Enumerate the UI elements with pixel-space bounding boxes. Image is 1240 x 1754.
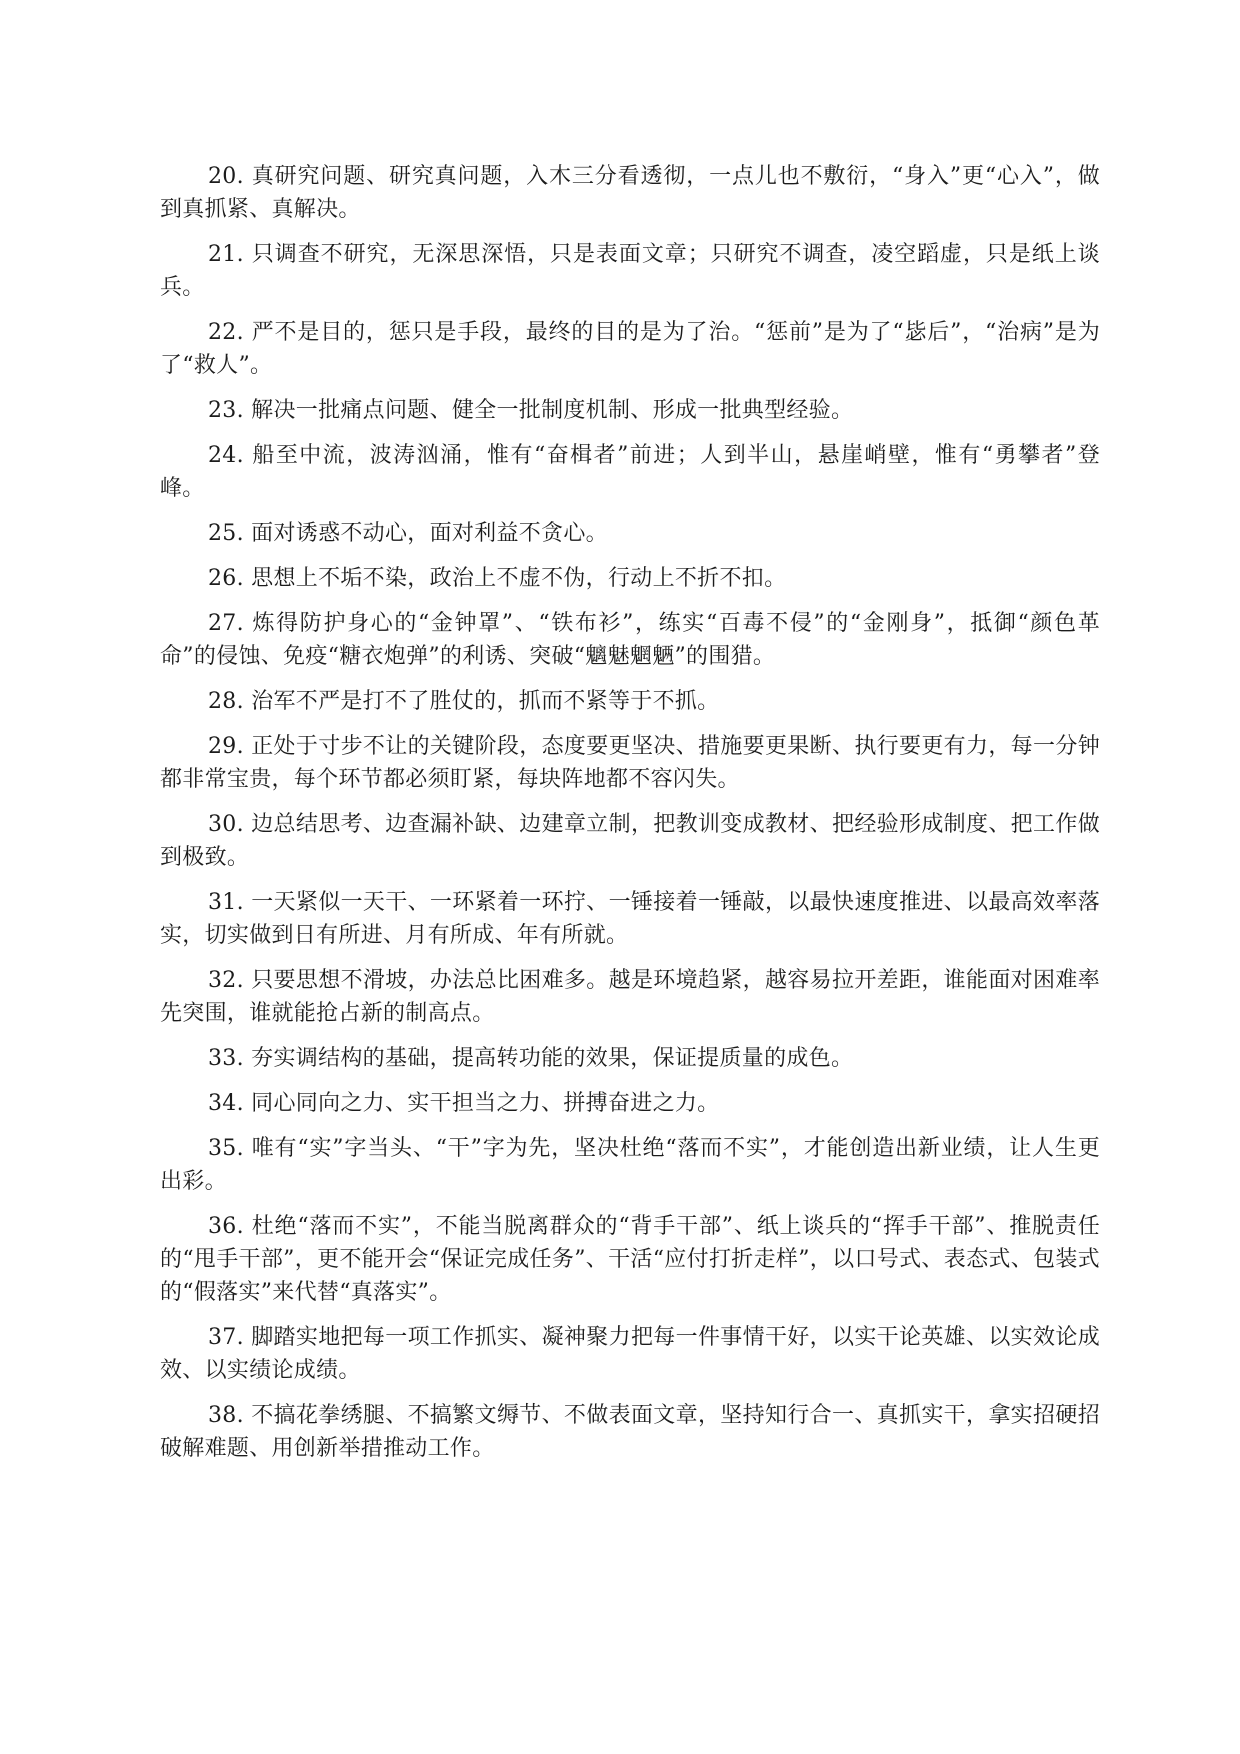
paragraph-27: 27. 炼得防护身心的“金钟罩”、“铁布衫”，练实“百毒不侵”的“金刚身”，抵御“颜色革命”的侵蚀、免疫“糖衣炮弹”的利诱、突破“魑魅魍魉”的围猎。 (160, 611, 1100, 669)
paragraph-38: 38. 不搞花拳绣腿、不搞繁文缛节、不做表面文章，坚持知行合一、真抓实干，拿实招硬招破解难题、用创新举措推动工作。 (160, 1403, 1100, 1461)
paragraph-33: 33. 夯实调结构的基础，提高转功能的效果，保证提质量的成色。 (208, 1046, 854, 1071)
paragraph-25: 25. 面对诱惑不动心，面对利益不贪心。 (208, 521, 608, 546)
paragraph-31: 31. 一天紧似一天干、一环紧着一环拧、一锤接着一锤敲，以最快速度推进、以最高效率落实，切实做到日有所进、月有所成、年有所就。 (160, 890, 1100, 948)
paragraph-24: 24. 船至中流，波涛汹涌，惟有“奋楫者”前进；人到半山，悬崖峭壁，惟有“勇攀者”登峰。 (160, 443, 1100, 501)
paragraph-26: 26. 思想上不垢不染，政治上不虚不伪，行动上不折不扣。 (208, 566, 787, 591)
paragraph-37: 37. 脚踏实地把每一项工作抓实、凝神聚力把每一件事情干好，以实干论英雄、以实效论成效、以实绩论成绩。 (160, 1325, 1100, 1383)
paragraph-35: 35. 唯有“实”字当头、“干”字为先，坚决杜绝“落而不实”，才能创造出新业绩，让人生更出彩。 (160, 1136, 1100, 1194)
paragraph-28: 28. 治军不严是打不了胜仗的，抓而不紧等于不抓。 (208, 689, 720, 714)
paragraph-32: 32. 只要思想不滑坡，办法总比困难多。越是环境趋紧，越容易拉开差距，谁能面对困难率先突围，谁就能抢占新的制高点。 (160, 968, 1100, 1026)
paragraph-30: 30. 边总结思考、边查漏补缺、边建章立制，把教训变成教材、把经验形成制度、把工作做到极致。 (160, 812, 1100, 870)
document-body (160, 160, 1100, 1477)
paragraph-23: 23. 解决一批痛点问题、健全一批制度机制、形成一批典型经验。 (208, 398, 854, 423)
paragraph-29: 29. 正处于寸步不让的关键阶段，态度要更坚决、措施要更果断、执行要更有力，每一分钟都非常宝贵，每个环节都必须盯紧，每块阵地都不容闪失。 (160, 734, 1100, 792)
paragraph-34: 34. 同心同向之力、实干担当之力、拼搏奋进之力。 (208, 1091, 720, 1116)
paragraph-36: 36. 杜绝“落而不实”，不能当脱离群众的“背手干部”、纸上谈兵的“挥手干部”、推脱责任的“甩手干部”，更不能开会“保证完成任务”、干活“应付打折走样”，以口号式、表态式、包装式的“假落实”来代替“真落实”。 (160, 1214, 1100, 1305)
paragraph-20: 20. 真研究问题、研究真问题，入木三分看透彻，一点儿也不敷衍，“身入”更“心入”，做到真抓紧、真解决。 (160, 164, 1100, 222)
paragraph-21: 21. 只调查不研究，无深思深悟，只是表面文章；只研究不调查，凌空蹈虚，只是纸上谈兵。 (160, 242, 1100, 300)
paragraph-22: 22. 严不是目的，惩只是手段，最终的目的是为了治。“惩前”是为了“毖后”，“治病”是为了“救人”。 (160, 320, 1100, 378)
